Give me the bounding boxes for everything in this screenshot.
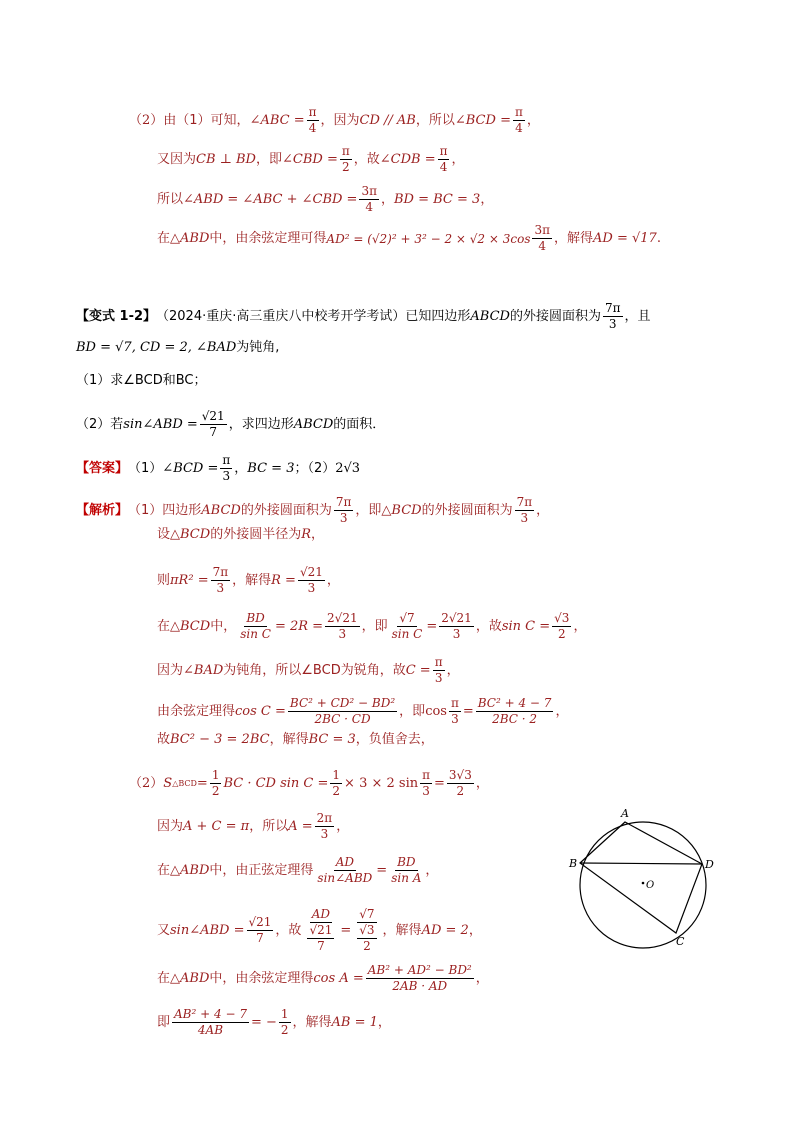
solution-line-1: 【解析】 （1）四边形 ABCD 的外接圆面积为 $\frac{7\pi}{3}$ ，即 △BCD 的外接圆面积为 $\frac{7\pi}{3}$ ， <box>76 495 550 526</box>
fraction: $\frac{\pi}{3}$ <box>222 453 231 484</box>
part-label: （2） <box>129 113 164 129</box>
fraction: $\frac{BD}{\text{sin A}}$ <box>391 855 422 886</box>
compound-fraction: $\frac{√7}{\frac{√3}{2}}$ <box>359 907 375 954</box>
fraction: $\frac{2√21}{3}$ <box>441 611 472 642</box>
fraction: $\frac{AD}{\text{sin∠ABD}}$ <box>317 855 373 886</box>
variant-subquestion-2: （2）若 sin∠ABD = $\frac{√21}{7}$ ，求四边形 ABCD 的面积． <box>76 409 386 440</box>
fraction: $\frac{7\pi}{3}$ <box>604 301 621 332</box>
variant-source: （2024·重庆·高三重庆八中校考开学考试） <box>156 309 406 325</box>
solution-line-7: 故 BC² − 3 = 2BC ，解得 BC = 3 ，负值舍去， <box>157 732 434 747</box>
fraction: $\frac{7\pi}{3}$ <box>212 565 229 596</box>
label-o: O <box>646 880 655 891</box>
part2-line3: 所以 ∠ABD = ∠ABC + ∠CBD = $\frac{3\pi}{4}$ ， BD = BC = 3 ， <box>157 184 494 215</box>
variant-subquestion-1: （1）求∠BCD和BC； <box>76 373 207 388</box>
circumcircle <box>580 822 706 948</box>
solution-line-8: （2） S △BCD = $\frac{1}{2}$ BC · CD sin C = $\frac{1}{2}$ × 3 × 2 sin $\frac{\pi}{3}$ = $\frac{3√3}{2}$ ， <box>129 768 489 799</box>
circle-quadrilateral-diagram <box>560 805 730 955</box>
fraction: $\frac{1}{2}$ <box>211 768 220 799</box>
fraction: $\frac{\pi}{4}$ <box>439 144 448 175</box>
fraction: $\frac{3\pi}{4}$ <box>534 223 551 254</box>
fraction: $\frac{7\pi}{3}$ <box>516 495 533 526</box>
solution-line-2: 设 △BCD 的外接圆半径为 R ， <box>157 527 325 542</box>
fraction: $\frac{√7}{\text{sin C}}$ <box>391 611 423 642</box>
fraction: $\frac{BD}{\text{sin C}}$ <box>240 611 271 642</box>
fraction: $\frac{1}{2}$ <box>332 768 341 799</box>
fraction: $\frac{\pi}{3}$ <box>422 768 430 799</box>
label-a: A <box>621 807 629 820</box>
quadrilateral-abcd <box>580 822 702 933</box>
fraction: $\frac{√3}{2}$ <box>554 611 570 642</box>
part2-line4: 在 △ABD 中，由余弦定理可得 AD² = (√2)² + 3² − 2 × √2 × 3cos $\frac{3\pi}{4}$ ，解得 AD = √17 . <box>157 223 661 254</box>
fraction: $\frac{\pi}{3}$ <box>434 655 443 686</box>
fraction: $\frac{√21}{7}$ <box>201 409 225 440</box>
variant-tag: 【变式 1-2】 <box>76 309 157 325</box>
label-c: C <box>676 935 685 948</box>
compound-fraction: $\frac{AD}{\frac{√21}{7}}$ <box>309 907 333 954</box>
solution-line-11: 又 sin∠ABD = $\frac{√21}{7}$ ，故 $\frac{AD}{\frac{√21}{7}}$ = $\frac{√7}{\frac{√3}{2}}$ ，解得 AD = 2 ， <box>157 907 482 954</box>
fraction: $\frac{3\pi}{4}$ <box>361 184 377 215</box>
label-d: D <box>705 858 714 871</box>
fraction: $\frac{\text{AB² + AD² − BD²}}{2AB \cdot AD}$ <box>367 963 472 994</box>
fraction: $\frac{\text{AB² + 4 − 7}}{4AB}$ <box>174 1007 247 1038</box>
fraction: $\frac{\pi}{4}$ <box>308 105 317 136</box>
answer-line: 【答案】 （1） ∠BCD = $\frac{\pi}{3}$ ， BC = 3 ；（2） 2√3 <box>76 453 361 484</box>
part2-line2: 又因为 CB ⊥ BD ，即 ∠CBD = $\frac{\pi}{2}$ ，故 ∠CDB = $\frac{\pi}{4}$ ， <box>157 144 465 175</box>
fraction: $\frac{\pi}{4}$ <box>514 105 523 136</box>
fraction: $\frac{7\pi}{3}$ <box>335 495 352 526</box>
solution-line-13: 即 $\frac{\text{AB² + 4 − 7}}{4AB}$ = − $\frac{1}{2}$ ，解得 AB = 1 ， <box>157 1007 391 1038</box>
solution-line-4: 在 △BCD 中， $\frac{BD}{\text{sin C}}$ = 2R = $\frac{2√21}{3}$ ，即 $\frac{√7}{\text{sin C}}$ = $\frac{2√21}{3}$ ，故 sin C = $\frac{√3}{2}$ ， <box>157 611 587 642</box>
fraction: $\frac{\text{BC² + CD² − BD²}}{2BC \cdot CD}$ <box>289 696 396 727</box>
center-point <box>642 882 645 885</box>
fraction: $\frac{√21}{7}$ <box>248 915 272 946</box>
fraction: $\frac{\pi}{3}$ <box>450 696 459 727</box>
solution-line-12: 在 △ABD 中，由余弦定理得 cos A = $\frac{\text{AB² + AD² − BD²}}{2AB \cdot AD}$ ， <box>157 963 489 994</box>
fraction: $\frac{2\pi}{3}$ <box>316 811 333 842</box>
part2-line1: （2） 由（1）可知， ∠ABC = $\frac{\pi}{4}$ ，因为 CD // AB ，所以 ∠BCD = $\frac{\pi}{4}$ ， <box>129 105 540 136</box>
solution-line-5: 因为 ∠BAD 为钝角，所以∠BCD为锐角，故 C = $\frac{\pi}{3}$ ， <box>157 655 460 686</box>
fraction: $\frac{3√3}{2}$ <box>448 768 472 799</box>
solution-tag: 【解析】 <box>76 503 129 519</box>
diagonal-bd <box>580 863 702 864</box>
solution-line-10: 在 △ABD 中，由正弦定理得 $\frac{AD}{\text{sin∠ABD}}$ = $\frac{BD}{\text{sin A}}$ ， <box>157 855 439 886</box>
fraction: $\frac{1}{2}$ <box>280 1007 289 1038</box>
variant-header: 【变式 1-2】 （2024·重庆·高三重庆八中校考开学考试） 已知四边形 ABCD 的外接圆面积为 $\frac{7\pi}{3}$ ，且 <box>76 301 651 332</box>
fraction: $\frac{2√21}{3}$ <box>327 611 358 642</box>
solution-line-6: 由余弦定理得 cos C = $\frac{\text{BC² + CD² − BD²}}{2BC \cdot CD}$ ，即 cos $\frac{\pi}{3}$ = $\frac{\text{BC² + 4 − 7}}{2BC \cdot 2}$ ， <box>157 696 569 727</box>
part-label: （2） <box>129 776 164 792</box>
fraction: $\frac{\pi}{2}$ <box>341 144 350 175</box>
solution-line-9: 因为 A + C = π ，所以 A = $\frac{2\pi}{3}$ ， <box>157 811 350 842</box>
fraction: $\frac{\text{BC² + 4 − 7}}{2BC \cdot 2}$ <box>477 696 552 727</box>
solution-line-3: 则 πR² = $\frac{7\pi}{3}$ ，解得 R = $\frac{√21}{3}$ ， <box>157 565 340 596</box>
variant-condition: BD = √7, CD = 2, ∠BAD 为钝角, <box>76 340 280 355</box>
answer-tag: 【答案】 <box>76 461 129 477</box>
label-b: B <box>569 857 578 870</box>
fraction: $\frac{√21}{3}$ <box>299 565 323 596</box>
